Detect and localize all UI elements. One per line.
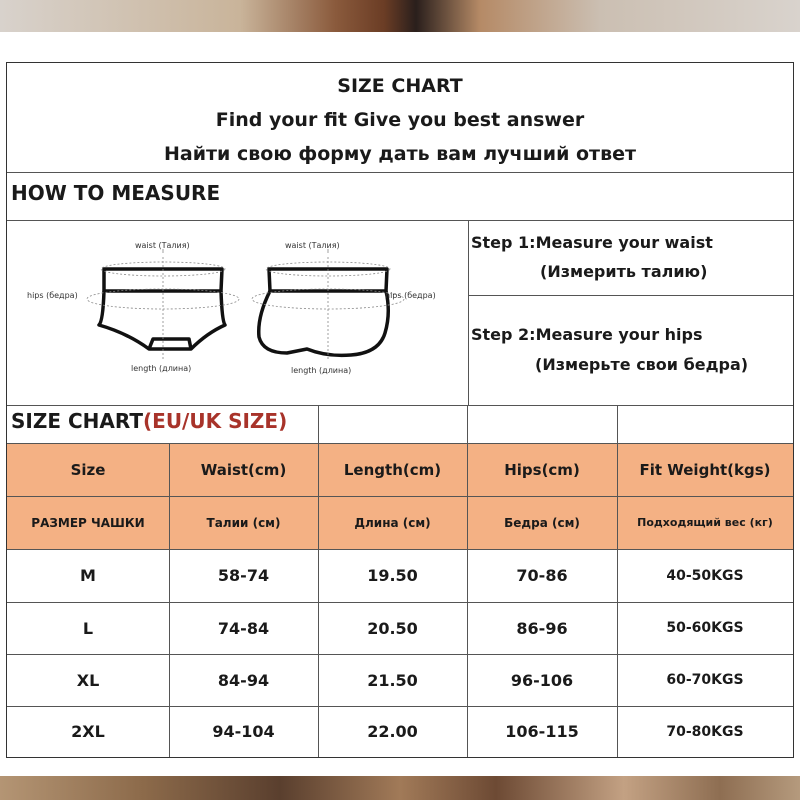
length-label-front: length (длина) xyxy=(131,364,192,373)
col-header-hips: Hips(cm) xyxy=(504,460,580,479)
step1-subtext: (Измерить талию) xyxy=(540,262,708,281)
divider xyxy=(7,496,793,497)
col-header-hips-ru: Бедра (см) xyxy=(504,515,580,530)
size-chart-heading xyxy=(11,409,287,433)
divider xyxy=(7,706,793,707)
waist-label-back: waist (Талия) xyxy=(285,241,340,250)
cell-weight: 70-80KGS xyxy=(666,723,744,740)
cell-waist: 84-94 xyxy=(217,670,270,690)
cell-hips: 106-115 xyxy=(505,722,579,741)
divider xyxy=(468,295,793,296)
col-header-length-ru: Длина (см) xyxy=(354,515,431,530)
cell-waist: 58-74 xyxy=(217,566,270,585)
col-header-size: Size xyxy=(70,460,106,479)
cell-size: M xyxy=(80,566,96,585)
divider xyxy=(617,405,618,757)
hips-label-back: hips (бедра) xyxy=(385,291,436,300)
cell-waist: 94-104 xyxy=(212,722,275,741)
top-photo-strip xyxy=(0,0,800,32)
cell-size: 2XL xyxy=(71,722,105,741)
bottom-photo-strip xyxy=(0,776,800,800)
how-to-measure-heading: HOW TO MEASURE xyxy=(11,181,221,205)
divider xyxy=(7,405,793,406)
divider xyxy=(7,443,793,444)
col-header-length: Length(cm) xyxy=(343,460,442,479)
length-label-back: length (длина) xyxy=(291,366,352,375)
divider xyxy=(7,654,793,655)
col-header-weight-ru: Подходящий вес (кг) xyxy=(637,516,773,529)
col-header-waist-ru: Талии (см) xyxy=(206,515,281,530)
col-header-waist: Waist(cm) xyxy=(200,460,287,479)
subtitle-en: Find your fit Give you best answer xyxy=(215,109,585,131)
divider xyxy=(169,443,170,757)
cell-hips: 96-106 xyxy=(510,670,574,690)
cell-length: 20.50 xyxy=(367,618,418,638)
briefs-illustration-icon xyxy=(7,221,468,405)
divider xyxy=(318,405,319,757)
cell-weight: 50-60KGS xyxy=(666,620,744,636)
subtitle-ru: Найти свою форму дать вам лучший ответ xyxy=(164,143,636,165)
size-chart-sheet xyxy=(6,62,794,758)
step1-text: Step 1:Measure your waist xyxy=(471,233,713,252)
step2-subtext: (Измерьте свои бедра) xyxy=(535,355,749,374)
title-block xyxy=(7,63,793,172)
cell-weight: 40-50KGS xyxy=(666,567,744,584)
divider xyxy=(7,549,793,550)
hips-label-front: hips (бедра) xyxy=(27,291,78,300)
chart-title: SIZE CHART xyxy=(337,75,463,97)
divider xyxy=(7,172,793,173)
size-chart-region: (EU/UK SIZE) xyxy=(143,409,288,433)
divider xyxy=(7,602,793,603)
cell-weight: 60-70KGS xyxy=(666,672,744,688)
cell-length: 22.00 xyxy=(367,722,418,741)
cell-size: XL xyxy=(76,670,100,690)
cell-hips: 70-86 xyxy=(516,566,568,585)
cell-waist: 74-84 xyxy=(217,618,270,638)
divider xyxy=(468,220,469,405)
step2-text: Step 2:Measure your hips xyxy=(471,325,703,344)
waist-label-front: waist (Талия) xyxy=(135,241,190,250)
cell-length: 19.50 xyxy=(367,566,418,585)
cell-hips: 86-96 xyxy=(516,618,568,638)
size-chart-heading-text: SIZE CHART xyxy=(11,409,144,433)
col-header-weight: Fit Weight(kgs) xyxy=(639,460,771,479)
divider xyxy=(467,405,468,757)
cell-size: L xyxy=(82,618,94,638)
col-header-size-ru: РАЗМЕР ЧАШКИ xyxy=(31,515,145,530)
measurement-diagram xyxy=(7,221,468,405)
cell-length: 21.50 xyxy=(367,670,418,690)
